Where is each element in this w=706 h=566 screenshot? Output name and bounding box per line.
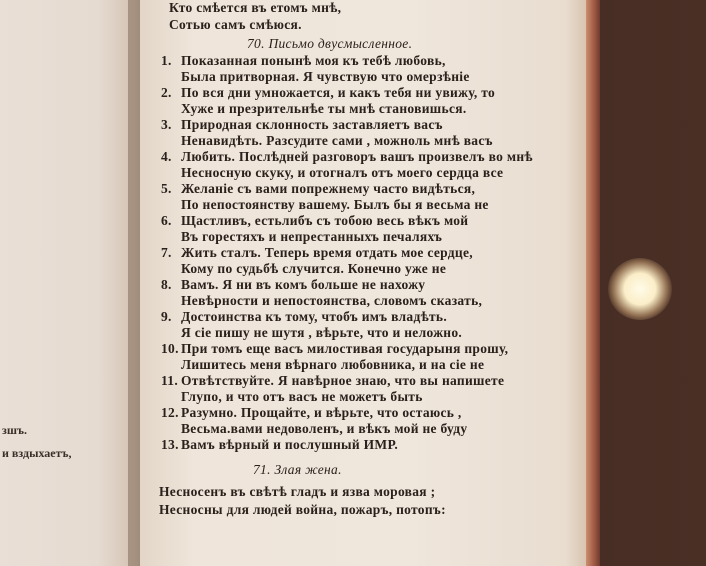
line-text: Отвѣтствуйте. Я навѣрное знаю, что вы напишете — [181, 373, 505, 388]
line-number: 4. — [161, 149, 172, 164]
line-text: Жить сталъ. Теперь время отдать мое сердце, — [181, 245, 473, 260]
letter-line — [161, 421, 467, 436]
verse-line: Несносенъ въ свѣтѣ гладъ и язва моровая ; — [159, 484, 436, 499]
line-number: 5. — [161, 181, 172, 196]
line-text: Достоинства къ тому, чтобъ имъ владѣть. — [181, 309, 448, 324]
line-number: 1. — [161, 53, 172, 68]
line-text: Вамъ. Я ни въ комъ больше не нахожу — [181, 277, 426, 292]
line-text: При томъ еще васъ милостивая государыня прошу, — [181, 341, 509, 356]
line-text: По вся дни умножается, и какъ тебя ни увижу, то — [181, 85, 496, 100]
line-number: 10. — [161, 341, 179, 356]
line-text: Я сіе пишу не шутя , вѣрьте, что и неложно. — [181, 325, 463, 340]
line-text: По непостоянству вашему. Былъ бы я весьма не — [181, 197, 489, 212]
letter-line — [161, 389, 423, 404]
line-text: Хуже и презрительнѣе ты мнѣ становишься. — [181, 101, 467, 116]
verse-line: Сотью самъ смѣюся. — [169, 17, 302, 32]
letter-line — [161, 341, 508, 356]
letter-line — [161, 261, 446, 276]
line-text: Желаніе съ вами попрежнему часто видѣться, — [181, 181, 476, 196]
book-cover-edge — [586, 0, 600, 566]
line-number: 11. — [161, 373, 179, 388]
section-heading-71: 71. Злая жена. — [253, 462, 342, 477]
letter-line — [161, 357, 484, 372]
section-heading-70: 70. Письмо двусмысленное. — [247, 36, 413, 51]
letter-line — [161, 405, 462, 420]
line-text: Любить. Послѣдней разговоръ вашъ произвелъ во мнѣ — [181, 149, 533, 164]
line-text: Природная склонность заставляетъ васъ — [181, 117, 443, 132]
letter-line — [161, 69, 470, 84]
letter-line — [161, 101, 467, 116]
line-text: Вамъ вѣрный и послушный ИМР. — [181, 437, 399, 452]
verse-line: Кто смѣется въ етомъ мнѣ, — [169, 0, 342, 15]
line-text: Весьма.вами недоволенъ, и вѣкъ мой не буду — [181, 421, 468, 436]
verse-line: Несносны для людей война, пожаръ, потопъ: — [159, 502, 446, 517]
letter-line — [161, 133, 493, 148]
line-number: 6. — [161, 213, 172, 228]
line-text: Была притворная. Я чувствую что омерзѣніе — [181, 69, 470, 84]
line-number: 13. — [161, 437, 179, 452]
letter-line — [161, 245, 473, 260]
letter-line — [161, 293, 482, 308]
line-number: 7. — [161, 245, 172, 260]
left-page-fragment: и вздыхаетъ, — [2, 446, 72, 460]
letter-line — [161, 437, 398, 452]
letter-line — [161, 309, 447, 324]
line-number: 2. — [161, 85, 172, 100]
line-text: Въ горестяхъ и непрестанныхъ печаляхъ — [181, 229, 443, 244]
letter-line — [161, 117, 443, 132]
line-number: 8. — [161, 277, 172, 292]
line-number: 9. — [161, 309, 172, 324]
line-text: Показанная понынѣ моя къ тебѣ любовь, — [181, 53, 446, 68]
line-text: Лишитесь меня вѣрнаго любовника, и на сіе не — [181, 357, 485, 372]
line-number: 3. — [161, 117, 172, 132]
line-text: Щастливъ, естьлибъ съ тобою весь вѣкъ мой — [181, 213, 469, 228]
light-glare — [608, 258, 672, 320]
letter-line — [161, 165, 503, 180]
letter-line — [161, 149, 533, 164]
letter-line — [161, 213, 468, 228]
letter-line — [161, 229, 442, 244]
line-text: Ненавидѣть. Разсудите сами , можноль мнѣ васъ — [181, 133, 493, 148]
left-page — [0, 0, 140, 566]
letter-line — [161, 53, 446, 68]
line-text: Разумно. Прощайте, и вѣрьте, что остаюсь , — [181, 405, 462, 420]
line-text: Глупо, и что отъ васъ не можетъ быть — [181, 389, 423, 404]
letter-line — [161, 85, 495, 100]
letter-line — [161, 325, 462, 340]
line-number: 12. — [161, 405, 179, 420]
letter-line — [161, 373, 504, 388]
letter-line — [161, 181, 475, 196]
line-text: Кому по судьбѣ случится. Конечно уже не — [181, 261, 447, 276]
line-text: Невѣрности и непостоянства, словомъ сказать, — [181, 293, 483, 308]
letter-line — [161, 197, 489, 212]
left-page-fragment: зшъ. — [2, 423, 27, 437]
line-text: Несносную скуку, и отогналъ отъ моего сердца все — [181, 165, 504, 180]
letter-line — [161, 277, 425, 292]
